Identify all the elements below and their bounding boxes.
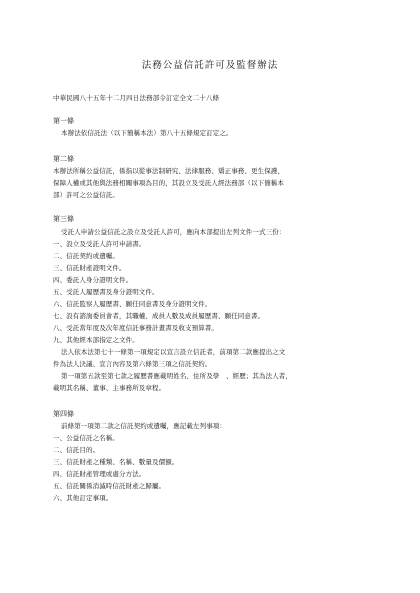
article-3-item: 七、設有諮詢委員會者，其職權、成員人數及成員履歷書、願任同意書。	[53, 312, 265, 320]
article-4-item: 一、公益信託之名稱。	[53, 434, 119, 442]
article-1-line: 本辦法依信託法（以下簡稱本法）第八十五條規定訂定之。	[61, 129, 233, 137]
article-3-line: 載明其名稱、董事、主事務所及章程。	[53, 384, 166, 392]
article-3-line: 第一項第五款至第七款之履歷書應載明姓名、住所及學 、經歷；其為法人者，	[61, 372, 292, 380]
article-3-item: 一、設立及受託人許可申請書。	[53, 240, 146, 248]
article-3-line: 受託人申請公益信託之設立及受託人許可，應向本部提出左列文件一式三份：	[61, 228, 286, 236]
article-3-item: 二、信託契約或遺囑。	[53, 252, 119, 260]
article-3-item: 五、受託人履歷書及身分證明文件。	[53, 288, 159, 296]
article-3-item: 九、其他經本部指定之文件。	[53, 336, 139, 344]
article-2-heading: 第二條	[53, 155, 74, 163]
article-3-item: 三、信託財產證明文件。	[53, 264, 126, 272]
article-2-line: 部）許可之公益信託。	[53, 191, 119, 199]
article-3-heading: 第三條	[53, 215, 74, 223]
article-3-line: 法人依本法第七十一條第一項規定以宣言設立信託者，前項第二款應提出之文	[61, 348, 286, 356]
article-4-item: 六、其他訂定事項。	[53, 494, 113, 502]
article-4-item: 二、信託目的。	[53, 446, 100, 454]
article-4-item: 五、信託關係消滅時信託財產之歸屬。	[53, 482, 166, 490]
article-4-line: 前條第一項第二款之信託契約或遺囑，應記載左列事項：	[61, 422, 226, 430]
enactment-note: 中華民國八十五年十二月四日法務部令訂定全文二十八條	[53, 94, 220, 102]
article-4-item: 三、信託財產之種類、名稱、數量及價額。	[53, 458, 179, 466]
article-2-line: 保障人權或其他與法務相關事項為目的，其設立及受託人經法務部（以下簡稱本	[53, 179, 284, 187]
article-4-heading: 第四條	[53, 410, 74, 418]
article-4-item: 四、信託財產管理或處分方法。	[53, 470, 146, 478]
article-3-line: 件為法人決議、宣言內容及第六條第三項之信託契約。	[53, 360, 212, 368]
article-3-item: 四、委託人身分證明文件。	[53, 276, 133, 284]
document-title: 法務公益信託許可及監督辦法	[141, 60, 279, 71]
article-1-heading: 第一條	[53, 117, 74, 125]
article-2-line: 本辦法所稱公益信託，係指以從事法制研究、法律服務、矯正事務、更生保護、	[53, 167, 284, 175]
article-3-item: 八、受託當年度及次年度信託事務計畫書及收支預算書。	[53, 324, 218, 332]
article-3-item: 六、信託監察人履歷書、願任同意書及身分證明文件。	[53, 300, 212, 308]
